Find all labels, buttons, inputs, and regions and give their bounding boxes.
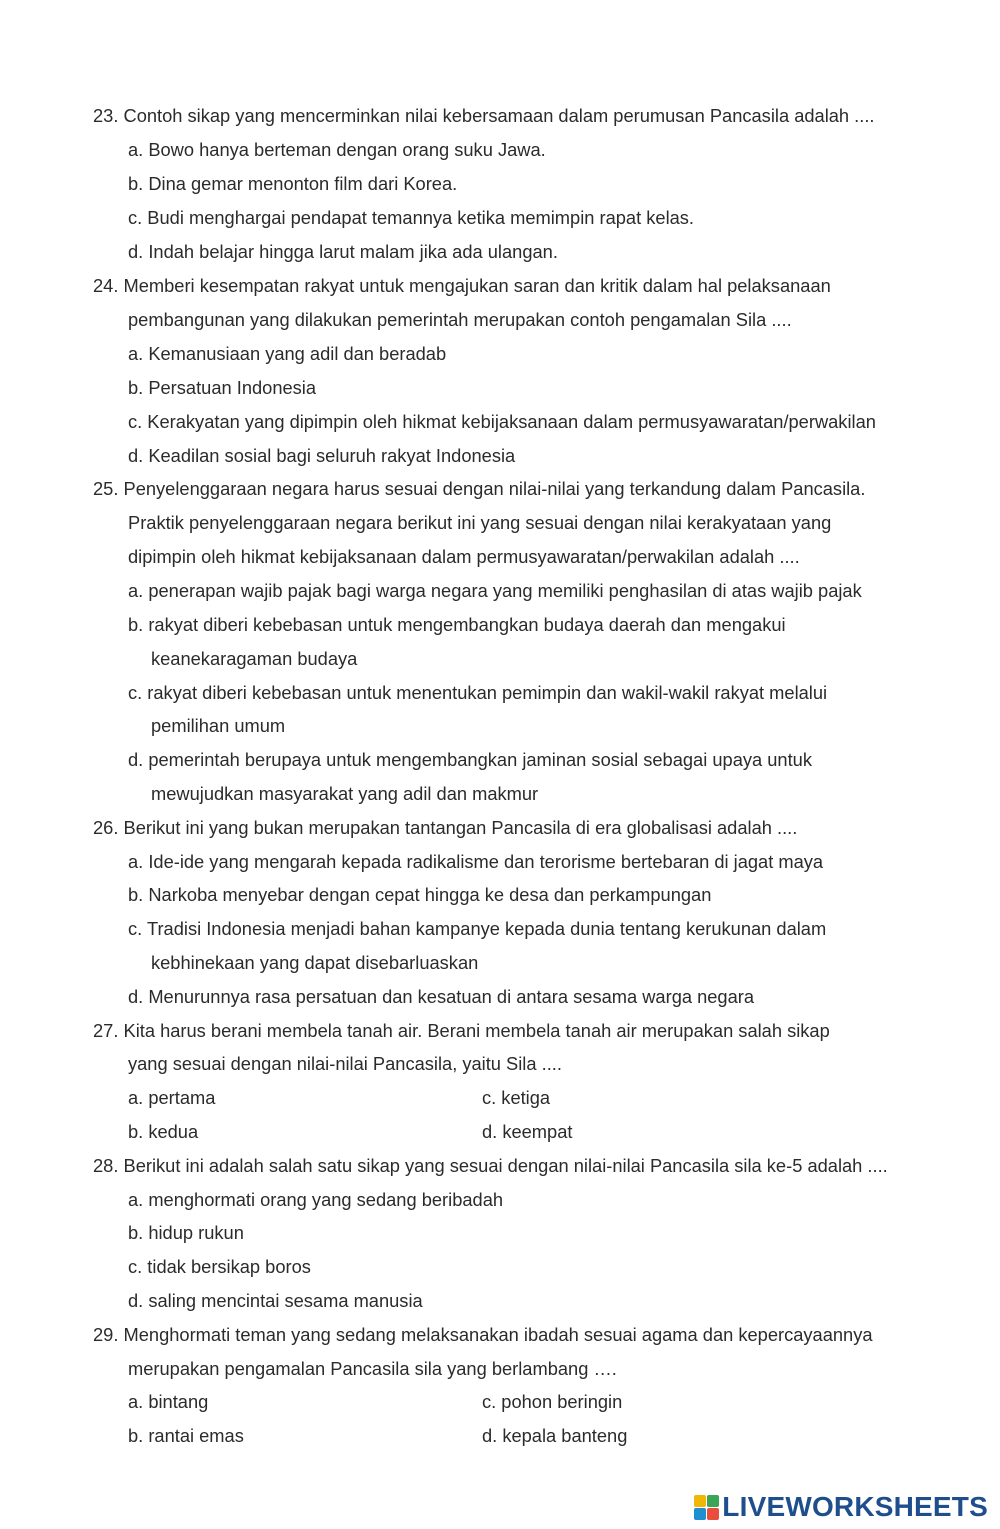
option-26-c[interactable]: c. Tradisi Indonesia menjadi bahan kampanye kepada dunia tentang kerukunan dalam xyxy=(128,918,827,939)
question-24 xyxy=(93,274,831,298)
question-26 xyxy=(93,816,797,840)
option-26-b[interactable]: b. Narkoba menyebar dengan cepat hingga ke desa dan perkampungan xyxy=(128,884,712,905)
question-text: Berikut ini adalah salah satu sikap yang sesuai dengan nilai-nilai Pancasila sila ke-5 adalah .... xyxy=(123,1155,888,1176)
option-25-b[interactable]: b. rakyat diberi kebebasan untuk mengembangkan budaya daerah dan mengakui xyxy=(128,614,786,635)
option-24-c[interactable]: c. Kerakyatan yang dipimpin oleh hikmat kebijaksanaan dalam permusyawaratan/perwakilan xyxy=(128,411,876,432)
option-27-c[interactable]: c. ketiga xyxy=(482,1087,551,1108)
option-25-c[interactable]: c. rakyat diberi kebebasan untuk menentukan pemimpin dan wakil-wakil rakyat melalui xyxy=(128,682,828,703)
option-26-a[interactable]: a. Ide-ide yang mengarah kepada radikalisme dan terorisme bertebaran di jagat maya xyxy=(128,851,824,872)
option-29-a[interactable]: a. bintang xyxy=(128,1391,209,1412)
option-25-d-continuation[interactable]: mewujudkan masyarakat yang adil dan makmur xyxy=(151,783,539,804)
option-29-b[interactable]: b. rantai emas xyxy=(128,1425,244,1446)
option-23-a[interactable]: a. Bowo hanya berteman dengan orang suku Jawa. xyxy=(128,139,546,160)
question-27 xyxy=(93,1019,830,1043)
option-25-c-continuation[interactable]: pemilihan umum xyxy=(151,715,286,736)
option-29-d[interactable]: d. kepala banteng xyxy=(482,1425,628,1446)
question-28 xyxy=(93,1154,888,1178)
option-28-c[interactable]: c. tidak bersikap boros xyxy=(128,1256,311,1277)
option-25-d[interactable]: d. pemerintah berupaya untuk mengembangkan jaminan sosial sebagai upaya untuk xyxy=(128,749,812,770)
option-27-d[interactable]: d. keempat xyxy=(482,1121,573,1142)
liveworksheets-watermark xyxy=(694,1491,988,1523)
question-24-continuation: pembangunan yang dilakukan pemerintah merupakan contoh pengamalan Sila .... xyxy=(128,309,792,330)
question-27-continuation: yang sesuai dengan nilai-nilai Pancasila, yaitu Sila .... xyxy=(128,1053,562,1074)
option-27-a[interactable]: a. pertama xyxy=(128,1087,216,1108)
question-25 xyxy=(93,477,865,501)
question-number: 24. xyxy=(93,275,119,296)
question-text: Penyelenggaraan negara harus sesuai dengan nilai-nilai yang terkandung dalam Pancasila. xyxy=(123,478,866,499)
option-29-c[interactable]: c. pohon beringin xyxy=(482,1391,623,1412)
option-23-c[interactable]: c. Budi menghargai pendapat temannya ketika memimpin rapat kelas. xyxy=(128,207,695,228)
question-number: 29. xyxy=(93,1324,119,1345)
question-29-continuation: merupakan pengamalan Pancasila sila yang berlambang …. xyxy=(128,1358,617,1379)
option-26-c-continuation[interactable]: kebhinekaan yang dapat disebarluaskan xyxy=(151,952,479,973)
option-24-b[interactable]: b. Persatuan Indonesia xyxy=(128,377,317,398)
option-23-d[interactable]: d. Indah belajar hingga larut malam jika ada ulangan. xyxy=(128,241,558,262)
option-27-b[interactable]: b. kedua xyxy=(128,1121,199,1142)
question-text: Kita harus berani membela tanah air. Berani membela tanah air merupakan salah sikap xyxy=(123,1020,830,1041)
question-29 xyxy=(93,1323,873,1347)
option-24-d[interactable]: d. Keadilan sosial bagi seluruh rakyat Indonesia xyxy=(128,445,516,466)
option-28-b[interactable]: b. hidup rukun xyxy=(128,1222,244,1243)
question-25-continuation: Praktik penyelenggaraan negara berikut ini yang sesuai dengan nilai kerakyataan yang xyxy=(128,512,832,533)
question-text: Berikut ini yang bukan merupakan tantangan Pancasila di era globalisasi adalah .... xyxy=(123,817,798,838)
question-text: Memberi kesempatan rakyat untuk mengajukan saran dan kritik dalam hal pelaksanaan xyxy=(123,275,831,296)
question-25-continuation: dipimpin oleh hikmat kebijaksanaan dalam permusyawaratan/perwakilan adalah .... xyxy=(128,546,800,567)
question-number: 25. xyxy=(93,478,119,499)
option-28-d[interactable]: d. saling mencintai sesama manusia xyxy=(128,1290,423,1311)
question-number: 28. xyxy=(93,1155,119,1176)
brand-text: LIVEWORKSHEETS xyxy=(722,1491,988,1522)
question-number: 27. xyxy=(93,1020,119,1041)
option-24-a[interactable]: a. Kemanusiaan yang adil dan beradab xyxy=(128,343,447,364)
option-23-b[interactable]: b. Dina gemar menonton film dari Korea. xyxy=(128,173,458,194)
question-text: Menghormati teman yang sedang melaksanakan ibadah sesuai agama dan kepercayaannya xyxy=(123,1324,873,1345)
question-number: 23. xyxy=(93,105,119,126)
question-23 xyxy=(93,104,874,128)
option-25-a[interactable]: a. penerapan wajib pajak bagi warga negara yang memiliki penghasilan di atas wajib pajak xyxy=(128,580,862,601)
option-25-b-continuation[interactable]: keanekaragaman budaya xyxy=(151,648,358,669)
option-26-d[interactable]: d. Menurunnya rasa persatuan dan kesatuan di antara sesama warga negara xyxy=(128,986,755,1007)
question-number: 26. xyxy=(93,817,119,838)
liveworksheets-logo-icon xyxy=(694,1495,719,1520)
question-text: Contoh sikap yang mencerminkan nilai kebersamaan dalam perumusan Pancasila adalah .... xyxy=(123,105,875,126)
option-28-a[interactable]: a. menghormati orang yang sedang beribadah xyxy=(128,1189,504,1210)
